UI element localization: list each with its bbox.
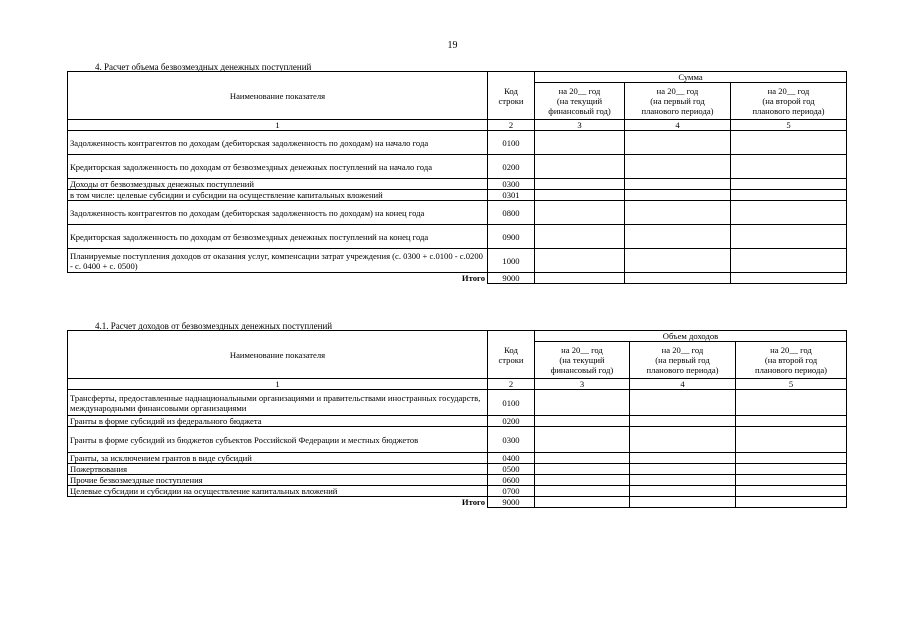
row-code: 0700 bbox=[488, 486, 535, 497]
header-volume-group: Объем доходов bbox=[535, 331, 847, 342]
row-code: 0300 bbox=[488, 179, 535, 190]
indicator-name: Доходы от безвозмездных денежных поступлений bbox=[68, 179, 488, 190]
table-row bbox=[68, 427, 847, 453]
section-income-volume bbox=[67, 62, 846, 284]
table-row bbox=[68, 155, 847, 179]
table-row bbox=[68, 225, 847, 249]
value-first-plan-year[interactable] bbox=[625, 131, 731, 155]
row-code: 1000 bbox=[488, 249, 535, 273]
value-current-year[interactable] bbox=[535, 464, 630, 475]
row-code: 0200 bbox=[488, 155, 535, 179]
indicator-name: в том числе: целевые субсидии и субсидии на осуществление капитальных вложений bbox=[68, 190, 488, 201]
page-number: 19 bbox=[447, 40, 458, 51]
value-current-year[interactable] bbox=[535, 131, 625, 155]
value-first-plan-year[interactable] bbox=[630, 416, 736, 427]
total-first-plan-year[interactable] bbox=[630, 497, 736, 508]
column-number: 1 bbox=[68, 120, 488, 131]
indicator-name: Планируемые поступления доходов от оказания услуг, компенсации затрат учреждения (с. 0300 + с.0100 - с.0200 - с. 0400 + с. 0500) bbox=[68, 249, 488, 273]
row-code: 0900 bbox=[488, 225, 535, 249]
header-second-plan-year: на 20__ год (на второй год планового периода) bbox=[731, 83, 847, 120]
header-first-plan-year: на 20__ год (на первый год планового периода) bbox=[630, 342, 736, 379]
value-first-plan-year[interactable] bbox=[630, 475, 736, 486]
indicator-name: Кредиторская задолженность по доходам от безвозмездных денежных поступлений на начало года bbox=[68, 155, 488, 179]
income-calculation-table bbox=[67, 330, 847, 508]
value-current-year[interactable] bbox=[535, 416, 630, 427]
total-second-plan-year[interactable] bbox=[731, 273, 847, 284]
value-current-year[interactable] bbox=[535, 249, 625, 273]
section-income-calculation bbox=[67, 321, 846, 508]
row-code: 0300 bbox=[488, 427, 535, 453]
value-first-plan-year[interactable] bbox=[625, 225, 731, 249]
header-current-year: на 20__ год (на текущий финансовый год) bbox=[535, 342, 630, 379]
row-code: 0100 bbox=[488, 131, 535, 155]
header-current-year: на 20__ год (на текущий финансовый год) bbox=[535, 83, 625, 120]
column-number: 3 bbox=[535, 379, 630, 390]
value-current-year[interactable] bbox=[535, 201, 625, 225]
value-first-plan-year[interactable] bbox=[625, 155, 731, 179]
value-second-plan-year[interactable] bbox=[736, 427, 847, 453]
table-row bbox=[68, 464, 847, 475]
indicator-name: Гранты, за исключением грантов в виде субсидий bbox=[68, 453, 488, 464]
value-first-plan-year[interactable] bbox=[630, 390, 736, 416]
row-code: 0100 bbox=[488, 390, 535, 416]
income-volume-table bbox=[67, 71, 847, 284]
value-first-plan-year[interactable] bbox=[630, 464, 736, 475]
value-second-plan-year[interactable] bbox=[736, 416, 847, 427]
section-title: 4.1. Расчет доходов от безвозмездных денежных поступлений bbox=[95, 321, 333, 331]
column-number: 5 bbox=[731, 120, 847, 131]
total-second-plan-year[interactable] bbox=[736, 497, 847, 508]
table-row bbox=[68, 390, 847, 416]
section-title: 4. Расчет объема безвозмездных денежных поступлений bbox=[95, 62, 312, 72]
value-second-plan-year[interactable] bbox=[736, 453, 847, 464]
table-row bbox=[68, 249, 847, 273]
column-number: 2 bbox=[488, 379, 535, 390]
value-second-plan-year[interactable] bbox=[731, 155, 847, 179]
value-second-plan-year[interactable] bbox=[736, 390, 847, 416]
column-number: 4 bbox=[630, 379, 736, 390]
total-label: Итого bbox=[461, 273, 485, 284]
value-second-plan-year[interactable] bbox=[731, 131, 847, 155]
indicator-name: Пожертвования bbox=[68, 464, 488, 475]
column-number: 3 bbox=[535, 120, 625, 131]
value-current-year[interactable] bbox=[535, 155, 625, 179]
header-row-code: Код строки bbox=[488, 72, 535, 120]
indicator-name: Задолженность контрагентов по доходам (дебиторская задолженность по доходам) на конец года bbox=[68, 201, 488, 225]
table-row bbox=[68, 190, 847, 201]
value-second-plan-year[interactable] bbox=[736, 486, 847, 497]
indicator-name: Трансферты, предоставленные наднациональными организациями и правительствами иностранных государств, международными финансовыми организациями bbox=[68, 390, 488, 416]
value-current-year[interactable] bbox=[535, 190, 625, 201]
indicator-name: Прочие безвозмездные поступления bbox=[68, 475, 488, 486]
value-second-plan-year[interactable] bbox=[731, 249, 847, 273]
table-row bbox=[68, 201, 847, 225]
value-current-year[interactable] bbox=[535, 225, 625, 249]
value-second-plan-year[interactable] bbox=[731, 201, 847, 225]
value-first-plan-year[interactable] bbox=[630, 453, 736, 464]
table-row bbox=[68, 475, 847, 486]
value-current-year[interactable] bbox=[535, 453, 630, 464]
indicator-name: Задолженность контрагентов по доходам (дебиторская задолженность по доходам) на начало года bbox=[68, 131, 488, 155]
value-first-plan-year[interactable] bbox=[630, 486, 736, 497]
total-row bbox=[68, 497, 847, 508]
value-first-plan-year[interactable] bbox=[630, 427, 736, 453]
value-first-plan-year[interactable] bbox=[625, 179, 731, 190]
total-code: 9000 bbox=[488, 273, 535, 284]
header-row-code: Код строки bbox=[488, 331, 535, 379]
header-first-plan-year: на 20__ год (на первый год планового периода) bbox=[625, 83, 731, 120]
header-indicator-name: Наименование показателя bbox=[68, 72, 488, 120]
table-row bbox=[68, 453, 847, 464]
indicator-name: Гранты в форме субсидий из федерального бюджета bbox=[68, 416, 488, 427]
value-current-year[interactable] bbox=[535, 179, 625, 190]
header-indicator-name: Наименование показателя bbox=[68, 331, 488, 379]
total-label: Итого bbox=[461, 497, 485, 508]
indicator-name: Кредиторская задолженность по доходам от безвозмездных денежных поступлений на конец года bbox=[68, 225, 488, 249]
header-second-plan-year: на 20__ год (на второй год планового периода) bbox=[736, 342, 847, 379]
value-second-plan-year[interactable] bbox=[736, 464, 847, 475]
column-number: 1 bbox=[68, 379, 488, 390]
value-second-plan-year[interactable] bbox=[736, 475, 847, 486]
value-first-plan-year[interactable] bbox=[625, 249, 731, 273]
column-number: 5 bbox=[736, 379, 847, 390]
total-current-year[interactable] bbox=[535, 273, 625, 284]
total-code: 9000 bbox=[488, 497, 535, 508]
total-current-year[interactable] bbox=[535, 497, 630, 508]
column-number: 2 bbox=[488, 120, 535, 131]
table-row bbox=[68, 179, 847, 190]
indicator-name: Целевые субсидии и субсидии на осуществление капитальных вложений bbox=[68, 486, 488, 497]
column-number: 4 bbox=[625, 120, 731, 131]
value-first-plan-year[interactable] bbox=[625, 201, 731, 225]
value-current-year[interactable] bbox=[535, 475, 630, 486]
row-code: 0400 bbox=[488, 453, 535, 464]
value-current-year[interactable] bbox=[535, 427, 630, 453]
value-second-plan-year[interactable] bbox=[731, 179, 847, 190]
value-second-plan-year[interactable] bbox=[731, 190, 847, 201]
header-sum-group: Сумма bbox=[535, 72, 847, 83]
table-row bbox=[68, 486, 847, 497]
total-row bbox=[68, 273, 847, 284]
value-second-plan-year[interactable] bbox=[731, 225, 847, 249]
value-first-plan-year[interactable] bbox=[625, 190, 731, 201]
value-current-year[interactable] bbox=[535, 390, 630, 416]
total-first-plan-year[interactable] bbox=[625, 273, 731, 284]
value-current-year[interactable] bbox=[535, 486, 630, 497]
indicator-name: Гранты в форме субсидий из бюджетов субъектов Российской Федерации и местных бюджетов bbox=[68, 427, 488, 453]
table-row bbox=[68, 416, 847, 427]
row-code: 0500 bbox=[488, 464, 535, 475]
table-row bbox=[68, 131, 847, 155]
row-code: 0301 bbox=[488, 190, 535, 201]
row-code: 0200 bbox=[488, 416, 535, 427]
row-code: 0800 bbox=[488, 201, 535, 225]
row-code: 0600 bbox=[488, 475, 535, 486]
